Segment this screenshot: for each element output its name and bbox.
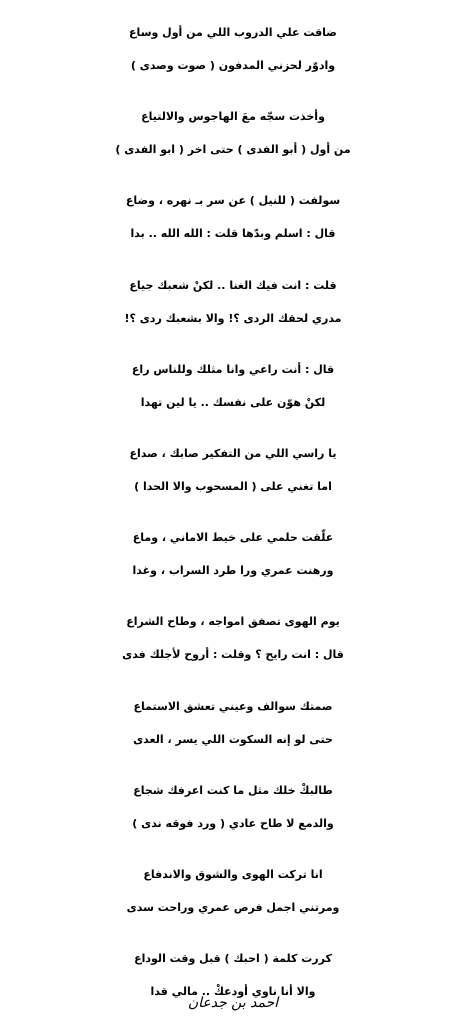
stanza-5 xyxy=(0,351,466,435)
verse-11-2: ومرتني اجمل فرص عمري وراحت سدى xyxy=(126,900,340,914)
verse-6-1: يا راسي اللي من التفكير صابك ، صداع xyxy=(129,446,337,460)
stanza-3 xyxy=(0,182,466,266)
stanza-2 xyxy=(0,98,466,182)
verse-7-1: علّقت حلمي على خيط الاماني ، وماع xyxy=(132,531,334,545)
verse-5-1: قال : أنت راعي وانا مثلك وللناس راع xyxy=(131,362,335,376)
verse-7-2: ورهنت عمري ورا طرد السراب ، وغدا xyxy=(132,564,334,578)
verse-1-1: ضاقت علي الدروب اللي من أول وساع xyxy=(129,26,337,39)
stanza-4 xyxy=(0,267,466,351)
verse-11-1: انا تركت الهوى والشوق والاندفاع xyxy=(143,867,323,881)
verse-6-2: اما تغني على ( المسحوب والا الحدا ) xyxy=(134,479,332,493)
verse-2-1: وأخذت سجّه معَ الهاجوس والالتياع xyxy=(141,110,325,124)
verse-4-2: مدري لحقك الردى ؟! والا بشعبك ردى ؟! xyxy=(124,311,342,325)
verse-5-2: لكنْ هوّن على نفسك .. يا لين تهدا xyxy=(140,395,326,409)
stanza-11 xyxy=(0,856,466,940)
verse-12-1: كررت كلمة ( احبك ) قبل وقت الوداع xyxy=(134,952,332,966)
verse-3-2: قال : اسلم وبدّها قلت : الله الله .. بدا xyxy=(130,227,336,241)
stanza-7 xyxy=(0,519,466,603)
author-signature: احمد بن جدعان xyxy=(187,995,279,1011)
verse-8-2: قال : انت رايح ؟ وقلت : أروح لأجلك فدى xyxy=(122,648,344,662)
verse-10-1: طالبكْ خلك مثل ما كنت اعرفك شجاع xyxy=(133,783,333,797)
stanza-9 xyxy=(0,688,466,772)
verse-12-2: والا أنا ناوي أودعكْ .. مالي قدا xyxy=(150,985,316,999)
stanza-6 xyxy=(0,435,466,519)
verse-9-1: صمتك سوالف وعيني تعشق الاستماع xyxy=(133,699,333,713)
stanza-8 xyxy=(0,603,466,687)
stanza-1 xyxy=(0,14,466,98)
verse-4-1: قلت : انت فيك الغنا .. لكنْ شعبك جياع xyxy=(129,278,337,292)
verse-2-2: من أول ( أبو الفدى ) حتى اخر ( ابو الفدى ) xyxy=(115,143,351,157)
stanza-10 xyxy=(0,772,466,856)
verse-10-2: والدمع لا طاح عادي ( ورد فوقه ندى ) xyxy=(132,816,334,830)
poem xyxy=(0,14,466,1024)
verse-9-2: حتى لو إنه السكوت اللي يسر ، العدى xyxy=(133,732,333,746)
verse-1-2: وادوّر لحزني المدفون ( صوت وصدى ) xyxy=(130,59,336,72)
verse-3-1: سولفت ( للنيل ) عن سر بـ نهره ، وضاع xyxy=(125,194,341,208)
verse-8-1: يوم الهوى تصفق امواجه ، وطاح الشراع xyxy=(126,615,340,629)
